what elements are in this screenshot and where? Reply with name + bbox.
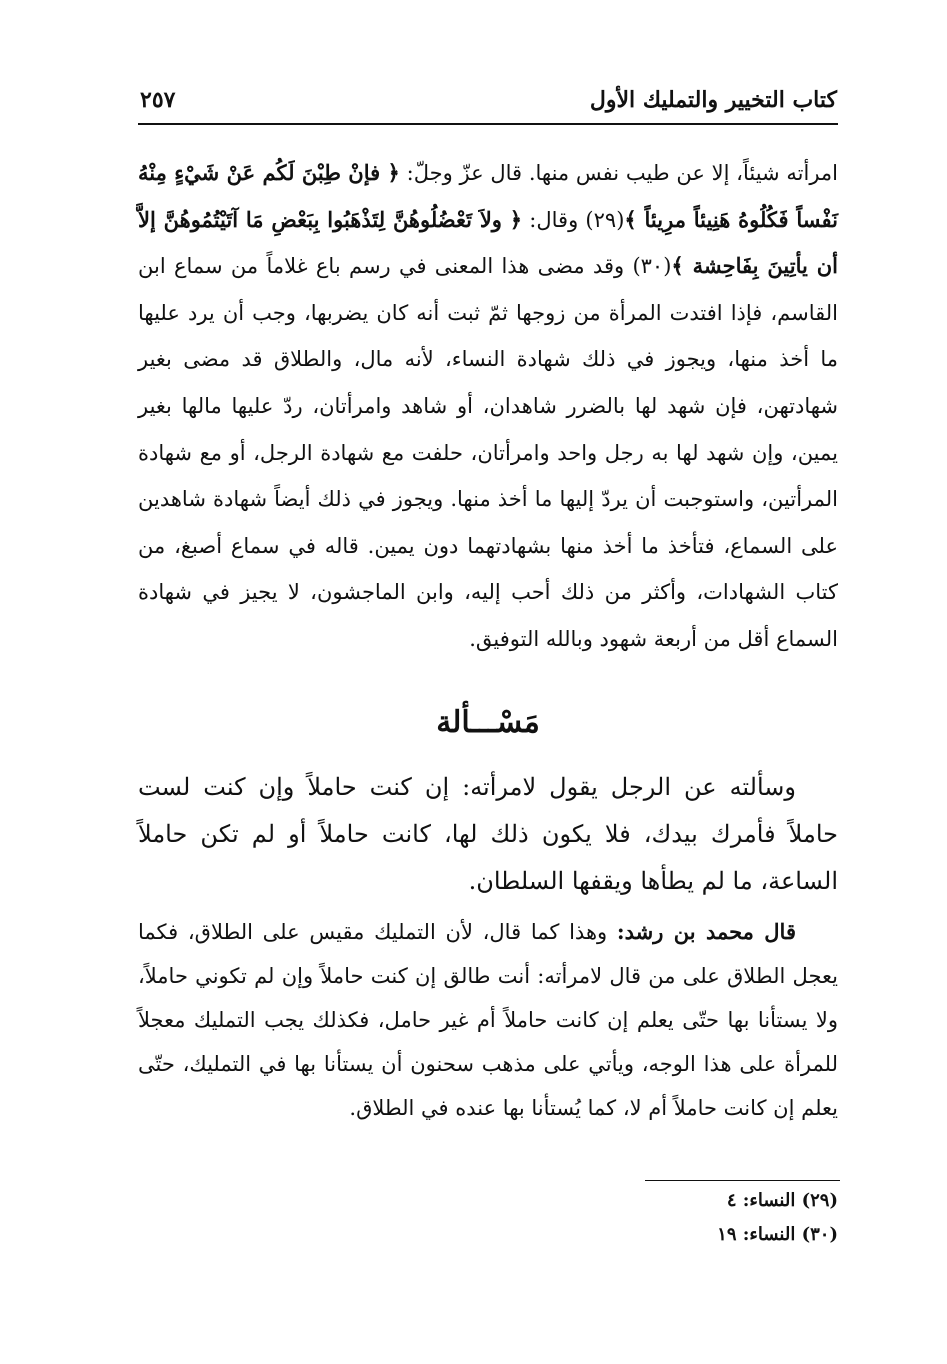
page-number: ٢٥٧ — [140, 87, 176, 113]
section-title: مَسْـــألة — [436, 705, 540, 740]
question-paragraph — [138, 764, 838, 905]
footnote-rule — [645, 1180, 840, 1181]
header-rule — [138, 123, 838, 125]
text-segment: وقد مضى هذا المعنى في رسم باع غلاماً من سماع ابن القاسم، فإذا افتدت المرأة من زوجها ثمّ ثبت أنه كان يضربها، وجب أن يرد عليها ما أخذ منها، ويجوز في ذلك شهادة النساء، لأنه مال، والطلاق قد مضى بغير شهادتهن، فإن شهد لها بالضرر شاهدان، أو شاهد وامرأتان، ردّ عليها مالها بغير يمين، وإن شهد لها به رجل واحد وامرأتان، حلفت مع شهادة الرجل، أو مع شهادة المرأتين، واستوجبت أن يردّ إليها ما أخذ منها. ويجوز في ذلك أيضاً شهادة شاهدين على السماع، فتأخذ ما أخذ منها بشهادتهما دون يمين. قاله في سماع أصبغ، من كتاب الشهادات، وأكثر من ذلك أحب إليه، وابن الماجشون، لا يجيز في شهادة السماع أقل من أربعة شهود وبالله التوفيق. — [138, 254, 838, 651]
paragraph-continuation — [138, 150, 838, 663]
text-segment: وقال: — [522, 207, 586, 232]
quran-verse: ﴿ ولاَ تَعْضُلُوهُنَّ لِتَذْهَبُوا بِبَعْضِ مَا آتَيْتُمُوهُنَّ إلاَّ أن يأتِينَ بِفَاحِشة ﴾ — [138, 206, 839, 279]
book-title: كتاب التخيير والتمليك الأول — [589, 87, 837, 113]
question-text: وسألته عن الرجل يقول لامرأته: إن كنت حاملاً وإن كنت لست حاملاً فأمرك بيدك، فلا يكون ذلك لها، كانت حاملاً أو لم تكن حاملاً الساعة، ما لم يطأها ويقفها السلطان. — [138, 773, 838, 895]
text-segment: امرأته شيئاً، إلا عن طيب نفس منها. قال عزّ وجلّ: — [399, 161, 838, 185]
quran-verse: ﴿ فإنْ طِبْنَ لَكُم عَنْ شَيْءٍ مِنْهُ نَفْساً فَكُلُوهُ هَنِيئاً مرِيئاً ﴾ — [138, 160, 838, 232]
footnotes — [560, 1184, 838, 1252]
footnote-ref: (٢٩) — [585, 207, 625, 232]
footnote-ref: (٣٠) — [632, 254, 672, 279]
footnote: (٢٩) النساء: ٤ — [726, 1190, 838, 1211]
running-header — [140, 80, 837, 120]
footnote: (٣٠) النساء: ١٩ — [717, 1224, 838, 1245]
speaker-name: قال محمد بن رشد: — [616, 919, 796, 944]
commentary-paragraph — [138, 910, 838, 1130]
commentary-text: وهذا كما قال، لأن التمليك مقيس على الطلاق، فكما يعجل الطلاق على من قال لامرأته: أنت طالق إن كنت حاملاً وإن لم تكوني حاملاً، ولا يستأنا بها حتّى يعلم إن كانت حاملاً أم غير حامل، فكذلك يجب التمليك معجلاً للمرأة على هذا الوجه، ويأتي على مذهب سحنون أن يستأنا بها في التمليك، حتّى يعلم إن كانت حاملاً أم لا، كما يُستأنا بها عنده في الطلاق. — [138, 920, 838, 1120]
